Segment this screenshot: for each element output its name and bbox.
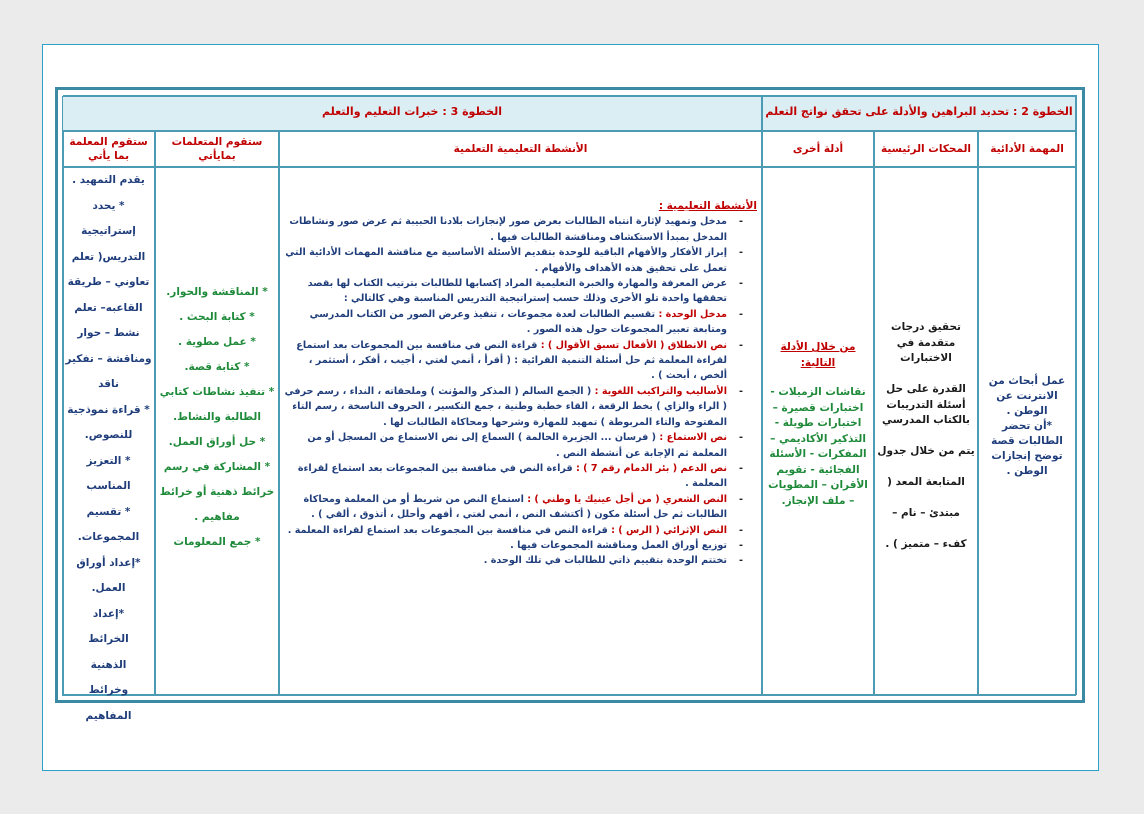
criteria-line [875,460,977,476]
col-header-criteria-text: المحكات الرئيسية [880,143,972,155]
teacher-line: إستراتيجية [81,225,136,237]
activity-item-label: نص الانطلاق ( الأفعال تسبق الأقوال ) : [540,339,727,351]
students-cell [155,167,279,696]
activity-item-text: قراءة النص في منافسة بين المجموعات بعد استماع لقراءة المعلمة . [287,524,612,536]
activity-item-label: نص الدعم ( بئر الدمام رقم 7 ) : [575,462,727,474]
criteria-line: مبتدئ – نام – [892,507,960,519]
task-line: الطالبات قصة [991,435,1063,447]
activity-item [284,430,757,461]
teacher-line: * قراءة نموذجية [67,403,150,416]
teacher-cell [62,167,155,722]
other-evidence-line: الفجائية - تقويم [776,463,860,476]
other-evidence-line: الأقران – المطويات [768,479,868,491]
teacher-line: الذهنية [90,658,127,671]
col-header-students-text: ستقوم المتعلمات بمايأتي [171,136,263,162]
other-evidence-line: – ملف الإنجاز. [781,494,855,507]
teacher-lines [63,168,154,729]
other-evidence-cell [762,167,874,696]
task-line: الوطن . [1006,465,1048,477]
activity-item [284,307,757,338]
students-line: الطالبة والنشاط. [173,411,261,423]
criteria-line [875,367,977,383]
teacher-line: العمل. [91,582,126,594]
activity-item-text: قراءة النص في منافسة بين المجموعات بعد استماع لقراءة المعلمة ثم حل أسئلة التنمية القرائية : ( أقرأ ، أنمي لغتي ، أجيب ، أفكر ، أستثمر ، ألخص ، أبحث ) . [296,339,727,382]
teacher-line: *إعداد أوراق [76,556,141,569]
teacher-line: التدريس( تعلم [71,250,146,263]
step3-text: خبرات التعليم والتعلم [321,105,439,118]
step2-label: الخطوة 2 : [1012,105,1073,118]
criteria-lines [875,320,977,553]
activity-closing-item: - توزيع أوراق العمل ومناقشة المجموعات فيها . [284,538,757,553]
other-evidence-heading-line: من خلال الأدلة [780,341,856,353]
table-grid [63,95,1077,722]
students-line: * تنفيذ نشاطات كتابي [159,386,275,398]
task-lines [979,374,1075,479]
teacher-line: ومناقشة – تفكير [65,352,152,365]
teacher-line: المجموعات. [77,531,140,543]
task-line: الانترنت عن [996,390,1058,402]
teacher-line: وخرائط [88,684,129,696]
col-header-teacher [62,131,155,167]
activity-intro-item: - عرض المعرفة والمهارة والخبرة التعليمية المراد إكسابها للطالبات بترتيب الكتاب لها بقصد تحققها واحدة تلو الأخرى وذلك حسب إستراتيجية التدريس المناسبة وهي كالتالي : [284,276,757,307]
criteria-cell [874,167,978,696]
criteria-line: أسئلة التدريبات [886,398,966,411]
criteria-line [875,491,977,507]
other-evidence-line: اختبارات طويلة - [774,417,862,429]
activity-intro-item: - إبراز الأفكار والأفهام الباقية للوحدة بتقديم الأسئلة الأساسية مع مناقشة المهمات الأدائية التي تعمل على تحقيق هذه الأهداف والأفهام . [284,245,757,276]
teacher-line: المفاهيم [85,709,132,722]
students-line: * عمل مطوية . [178,336,256,348]
step3-header [62,96,762,131]
students-line: * المشاركة في رسم [163,461,271,473]
activity-item [284,523,757,538]
teacher-line: * التعزيز المناسب [86,454,131,492]
other-evidence-line: المفكرات - الأسئلة [769,448,867,460]
col-header-students [155,131,279,167]
criteria-line: متقدمة في [896,336,956,349]
students-line: * المناقشة والحوار. [166,286,268,298]
task-line: الوطن . [1006,405,1048,417]
students-line: * كتابة قصة. [184,361,250,373]
activity-item-text: استماع النص من شريط أو من المعلمة ومحاكاة الطالبات ثم حل أسئلة مكون ( أكتشف النص ، أنمي لغتي ، أفهم وأحلل ، أتذوق ، ألقي ) . [303,493,727,521]
teacher-line: للنصوص. [84,429,133,441]
activity-item [284,461,757,492]
other-evidence-line: اختبارات قصيرة – [772,401,864,414]
other-evidence-heading-line: التالية: [800,356,836,369]
teacher-line: ناقد [98,378,119,390]
activity-item [284,384,757,430]
activity-item-label: النص الشعري ( من أجل عينيك يا وطني ) : [527,493,727,505]
criteria-line [875,522,977,538]
activities-items [284,307,757,538]
activity-item-text: ( فرسان ... الجزيرة الحالمة ) السماع إلى نص الاستماع من المسجل أو من المعلمة ثم الإجابة عن أنشطة النص . [307,432,727,459]
other-evidence-line: نقاشات الزميلات - [770,386,866,398]
activity-item-text: ( الجمع السالم ( المذكر والمؤنث ) وملحقاته ، النداء ، رسم حرفي ( الراء والزاي ) بخط الرقعة ، القاء خطبة وطنية ، جمع التكسير ، الحروف الناسخة ، رسم التاء المفتوحة والتاء المربوطة ) تمهيد للمهارة وشرحها ومحاكاة الطالبات لها . [284,385,727,428]
students-line: مفاهيم . [194,511,240,523]
col-header-task [978,131,1076,167]
students-lines [156,280,278,555]
activity-item-text: تقسيم الطالبات لعدة مجموعات ، تنفيذ وعرض الصور من الكتاب المدرسي ومتابعة تعبير المجموعات حول هذه الصور . [309,308,727,336]
col-header-teacher-text: ستقوم المعلمة بما يأتي [69,136,148,162]
students-line: * جمع المعلومات [173,536,261,548]
criteria-line: القدرة على حل [886,383,966,395]
task-line: عمل أبحاث من [988,375,1066,387]
activity-closing-item: - تختتم الوحدة بتقييم ذاتي للطالبات في تلك الوحدة . [284,553,757,568]
criteria-line: المتابعة المعد ( [887,476,965,488]
other-evidence-list [763,385,873,509]
col-header-activities-text: الأنشطة التعليمية التعلمية [453,143,588,155]
col-header-other-evidence-text: أدلة أخرى [792,143,844,155]
students-line: * حل أوراق العمل. [168,436,266,448]
step3-label: الخطوة 3 : [442,105,502,118]
criteria-line [875,429,977,445]
teacher-line: نشط – حوار [77,327,140,339]
step2-text: تحديد البراهين والأدلة على تحقق نواتج التعلم [765,105,1010,118]
activities-intro [284,214,757,306]
criteria-line: تحقيق درجات [891,321,961,333]
activity-item-label: الأساليب والتراكيب اللغوية : [594,385,727,397]
students-line: * كتابة البحث . [179,311,255,323]
teacher-line: تعاوني – طريقة [67,276,150,288]
activity-item-label: نص الاستماع : [659,432,727,444]
activities-heading: الأنشطة التعليمية : [658,200,757,212]
teacher-line: * يحدد [92,199,125,212]
activity-item-label: النص الإثرائي ( الرس ) : [611,524,727,536]
teacher-line: يقدم التمهيد . [72,174,145,186]
col-header-criteria [874,131,978,167]
activity-item [284,338,757,384]
criteria-line: الاختبارات [900,352,952,364]
col-header-activities [279,131,762,167]
other-evidence-line: التذكير الأكاديمي – [770,432,866,445]
task-line: توضح إنجازات [991,450,1063,462]
other-evidence-heading [763,340,873,371]
activity-item [284,492,757,523]
teacher-line: الخرائط [88,633,129,645]
activity-item-label: مدخل الوحدة : [658,308,727,320]
criteria-line: كفء – متميز ) . [885,538,967,550]
students-line: خرائط ذهنية أو خرائط [159,486,275,498]
task-line: *أن تحضر [1001,420,1053,432]
col-header-other-evidence [762,131,874,167]
task-cell [978,167,1076,696]
col-header-task-text: المهمة الأدائية [990,143,1064,155]
activities-closing [284,538,757,569]
lesson-plan-table [55,87,1085,722]
teacher-line: * تقسيم [86,505,131,518]
teacher-line: القاعبه– تعلم [74,301,143,314]
activity-item-text: قراءة النص في منافسة بين المجموعات بعد استماع لقراءة المعلمة . [297,462,727,490]
criteria-line: يتم من خلال جدول [877,445,975,457]
criteria-line: بالكتاب المدرسي [881,414,970,426]
activity-intro-item: - مدخل وتمهيد لإثارة انتباه الطالبات بعرض صور لإنجازات بلادنا الحبيبة ثم عرض صور ونشاطات المدخل بمبدأ الاستكشاف ومناقشة الطالبات فيها . [284,214,757,245]
teacher-line: *إعداد [92,607,125,620]
activities-cell [279,167,762,696]
step2-header [762,96,1076,131]
